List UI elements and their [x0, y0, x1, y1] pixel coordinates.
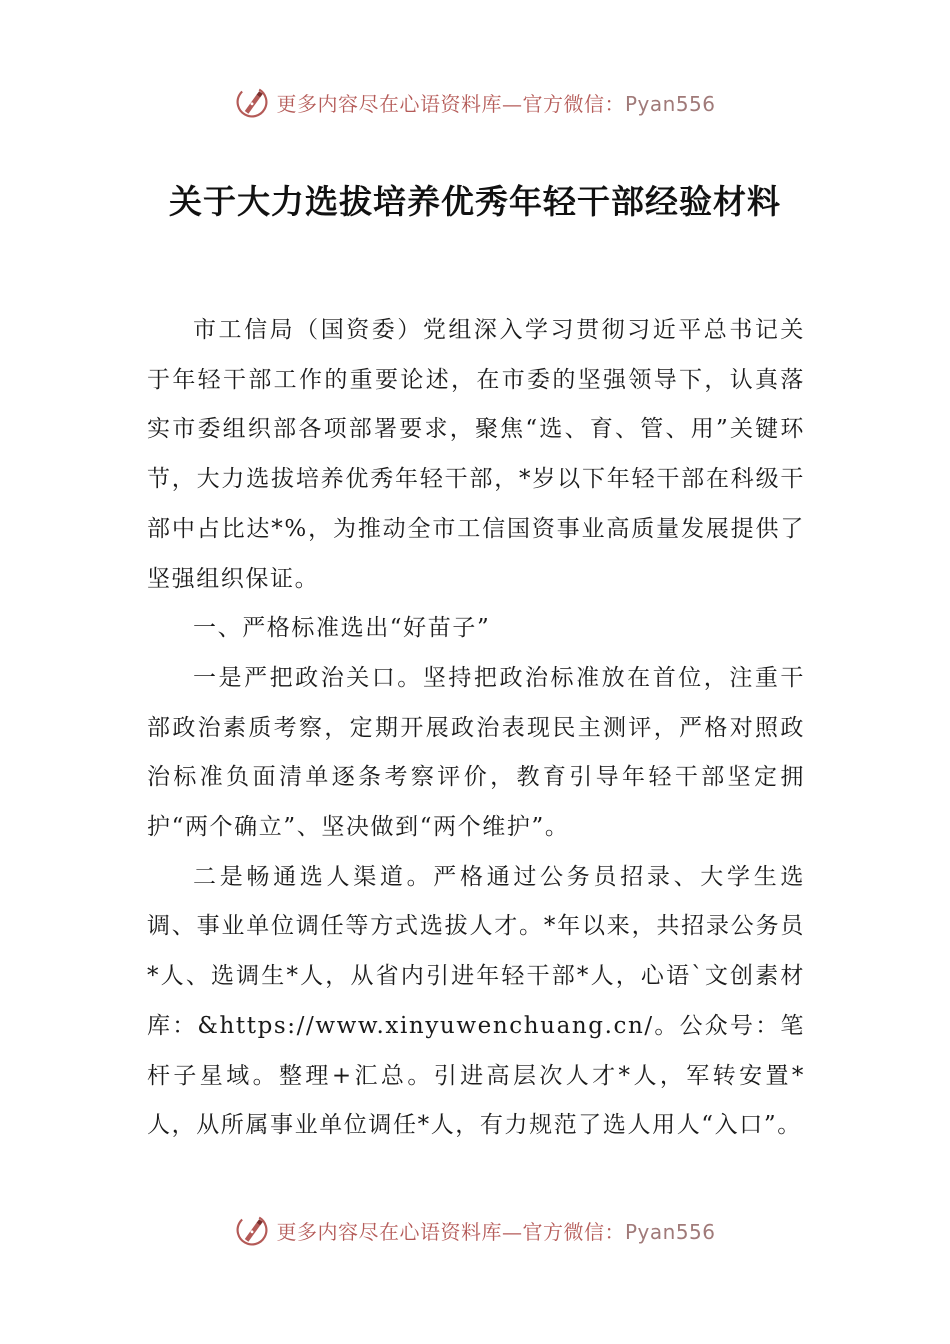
paragraph-recruitment-channels: 二是畅通选人渠道。严格通过公务员招录、大学生选调、事业单位调任等方式选拔人才。*年以来，共招录公务员*人、选调生*人，从省内引进年轻干部*人，心语`文创素材库：&https://www.xinyuwenchuang.cn/。公众号：笔杆子星域。整理+汇总。引进高层次人才*人，军转安置*人，从所属事业单位调任*人，有力规范了选人用人“入口”。	[147, 863, 805, 1139]
section-heading: 一、严格标准选出“好苗子”	[193, 615, 491, 642]
pen-nib-logo-icon	[234, 84, 270, 120]
wechat-id: Pyan556	[624, 91, 716, 116]
paragraph-political-check: 一是严把政治关口。坚持把政治标准放在首位，注重干部政治素质考察，定期开展政治表现民主测评，严格对照政治标准负面清单逐条考察评价，教育引导年轻干部坚定拥护“两个确立”、坚决做到“两个维护”。	[147, 664, 805, 841]
watermark-message: 更多内容尽在心语资料库—官方微信：	[276, 91, 625, 116]
document-title: 关于大力选拔培养优秀年轻干部经验材料	[169, 182, 781, 221]
document-body	[147, 306, 805, 1151]
wechat-id: Pyan556	[624, 1219, 716, 1244]
header-watermark-banner	[0, 82, 950, 122]
pen-nib-logo-icon	[234, 1212, 270, 1248]
watermark-text	[276, 1216, 715, 1245]
watermark-text	[276, 88, 715, 117]
paragraph-intro: 市工信局（国资委）党组深入学习贯彻习近平总书记关于年轻干部工作的重要论述，在市委的坚强领导下，认真落实市委组织部各项部署要求，聚焦“选、育、管、用”关键环节，大力选拔培养优秀年轻干部，*岁以下年轻干部在科级干部中占比达*%，为推动全市工信国资事业高质量发展提供了坚强组织保证。	[147, 317, 805, 592]
watermark-message: 更多内容尽在心语资料库—官方微信：	[276, 1219, 625, 1244]
footer-watermark-banner	[0, 1210, 950, 1250]
